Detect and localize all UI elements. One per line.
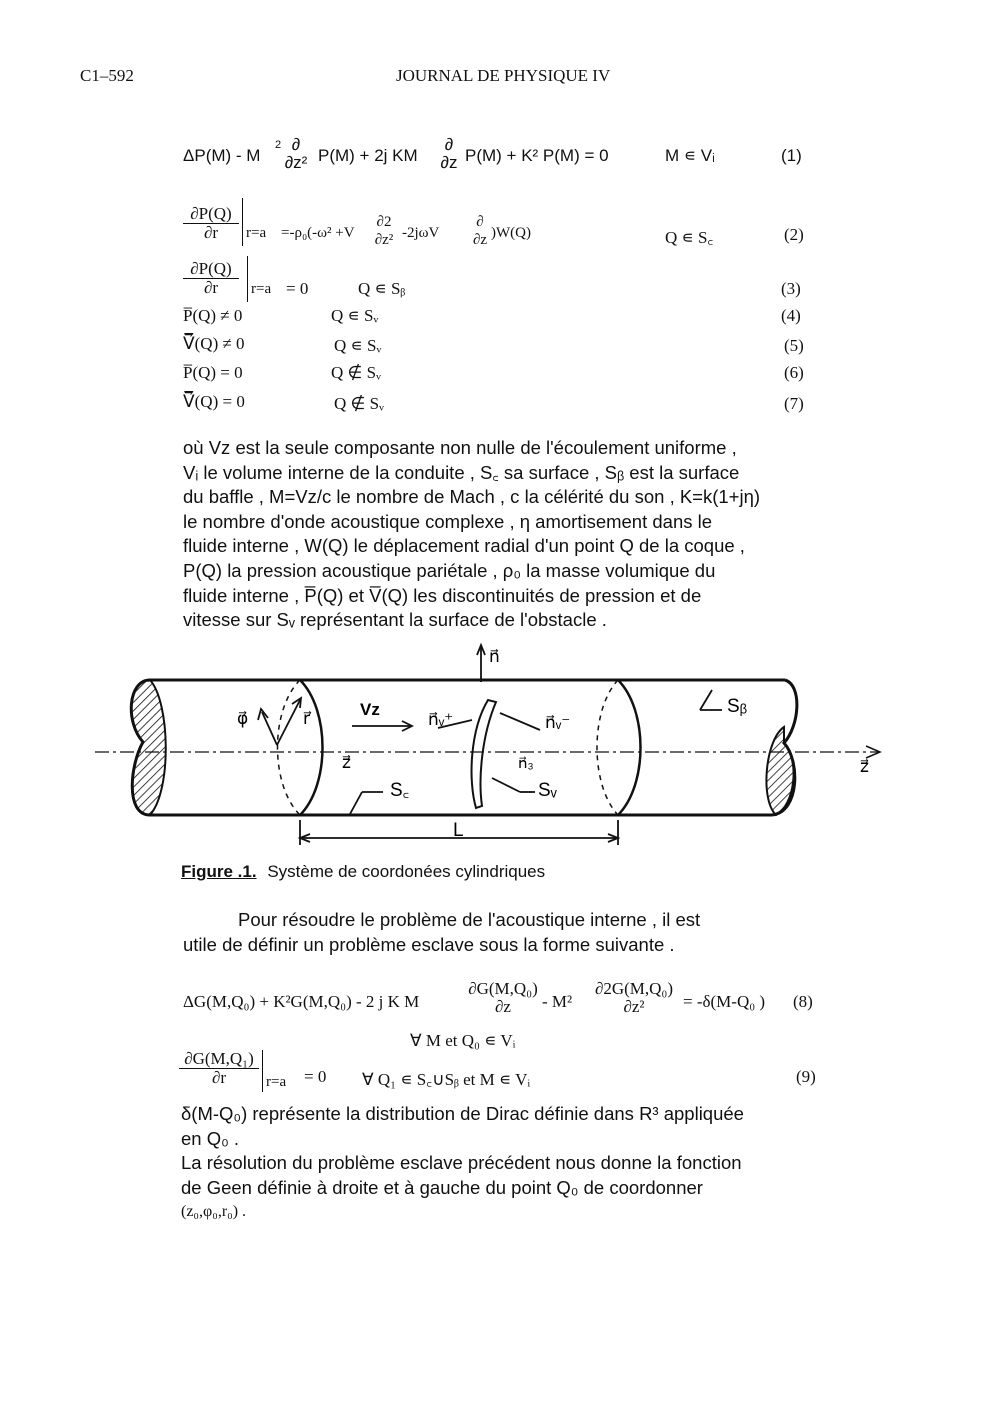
paragraph-line: P(Q) la pression acoustique pariétale , ρ₀ la masse volumique du <box>183 559 716 581</box>
eq4-number: (4) <box>781 306 801 325</box>
phi-vector <box>262 712 277 745</box>
label-z-outer: z⃗ <box>860 757 869 776</box>
eq3-frac-num: ∂P(Q) <box>190 259 232 278</box>
paragraph-line: de Geen définie à droite et à gauche du point Q₀ de coordonner <box>181 1176 703 1198</box>
eq1-number: (1) <box>781 146 802 165</box>
eq8-frac1-num: ∂G(M,Q₀) <box>468 979 538 998</box>
eq6-number: (6) <box>784 363 804 382</box>
label-sc: S꜀ <box>390 780 410 801</box>
eq8-rhs: = -δ(M-Q₀ ) <box>683 992 766 1011</box>
eq1-frac2-den: ∂z <box>440 153 458 172</box>
paragraph-line: Vᵢ le volume interne de la conduite , S꜀ sa surface , Sᵦ est la surface <box>183 461 740 483</box>
r-vector <box>277 700 300 745</box>
eq8-condition: ∀ M et Q₀ ∊ Vᵢ <box>410 1031 516 1050</box>
paragraph-intro-slave <box>183 908 700 957</box>
label-vz: Vz <box>360 700 380 719</box>
eq8-frac2-den: ∂z² <box>623 997 645 1016</box>
eq3-frac-den: ∂r <box>183 278 239 297</box>
eq8-number: (8) <box>793 992 813 1011</box>
right-section-front <box>618 680 641 815</box>
eq9-condition: ∀ Q₁ ∊ S꜀∪Sᵦ et M ∊ Vᵢ <box>362 1070 531 1089</box>
paragraph-line: du baffle , M=Vz/c le nombre de Mach , c la célérité du son , K=k(1+jη) <box>183 486 761 508</box>
label-r: r⃗ <box>303 709 310 728</box>
sc-leader <box>350 792 362 814</box>
right-section-back <box>597 680 618 815</box>
label-sb: Sᵦ <box>727 696 747 717</box>
eq1-lhs: ΔP(M) - M <box>183 146 261 165</box>
paragraph-line: fluide interne , W(Q) le déplacement radial d'un point Q de la coque , <box>183 535 745 557</box>
eq7-lhs: V⃗̅(Q) = 0 <box>183 392 245 411</box>
eq1-mid: P(M) + 2j KM <box>318 146 418 165</box>
eq1-domain: M ∊ Vᵢ <box>665 146 715 165</box>
eq2-frac-a-num: ∂2 <box>376 214 392 230</box>
label-n3: n⃗₃ <box>518 755 534 772</box>
label-z-inner: z⃗ <box>342 753 351 772</box>
eq8-frac2-num: ∂2G(M,Q₀) <box>594 979 674 998</box>
paragraph-line: vitesse sur Sᵥ représentant la surface de l'obstacle . <box>183 609 607 631</box>
eq2-frac-num: ∂P(Q) <box>190 204 232 223</box>
eq2-frac <box>183 205 239 242</box>
eq3-sub: r=a <box>251 281 272 297</box>
paragraph-line: utile de définir un problème esclave sous la forme suivante . <box>183 933 675 955</box>
eq2-number: (2) <box>784 225 804 244</box>
figure-caption-text: Système de coordonées cylindriques <box>267 862 546 881</box>
eq7-number: (7) <box>784 394 804 413</box>
eq8-mid: - M² <box>542 992 573 1011</box>
left-baffle-section <box>131 680 165 815</box>
eq2-frac-den: ∂r <box>183 223 239 242</box>
eq9-rhs: = 0 <box>304 1067 327 1086</box>
figure-caption <box>181 862 545 882</box>
label-nv-minus: n⃗ᵥ⁻ <box>545 713 571 732</box>
eq2-frac-a <box>367 213 401 249</box>
paragraph-line: où Vz est la seule composante non nulle de l'écoulement uniforme , <box>183 437 737 458</box>
eq2-rhs3: )W(Q) <box>491 225 531 241</box>
cylinder-figure <box>0 640 986 855</box>
eq1-frac1-num: ∂ <box>291 135 301 154</box>
label-nv-plus: n⃗ᵥ⁺ <box>428 710 454 729</box>
eq2-frac-b <box>470 213 490 249</box>
obstacle-surface <box>472 700 496 808</box>
eq3-eval-bar <box>247 256 248 302</box>
label-sv: Sᵥ <box>538 780 557 801</box>
pipe-outline <box>131 680 797 815</box>
eq5-number: (5) <box>784 336 804 355</box>
eq1-frac1-den: ∂z² <box>284 153 308 172</box>
eq2-rhs: =-ρ₀(-ω² +V <box>281 225 355 241</box>
eq2-frac-b-den: ∂z <box>472 232 488 248</box>
paragraph-line: en Q₀ . <box>181 1127 240 1149</box>
eq7-domain: Q ∉ Sᵥ <box>334 394 385 413</box>
eq6-lhs: P̅(Q) = 0 <box>183 363 243 382</box>
paragraph-line: (z₀,φ₀,r₀) . <box>181 1203 247 1221</box>
eq9-eval-bar <box>262 1050 263 1092</box>
paragraph-line: fluide interne , P̅(Q) et V̅(Q) les discontinuités de pression et de <box>183 584 702 606</box>
eq5-domain: Q ∊ Sᵥ <box>334 336 382 355</box>
eq2-sub: r=a <box>246 225 267 241</box>
eq6-domain: Q ∉ Sᵥ <box>331 363 382 382</box>
eq1-frac1 <box>281 136 311 172</box>
label-phi: φ⃗ <box>237 709 249 728</box>
figure-caption-label: Figure .1. <box>181 862 257 881</box>
eq8-frac2 <box>588 980 680 1016</box>
eq8-lhs: ΔG(M,Q₀) + K²G(M,Q₀) - 2 j K M <box>183 992 420 1011</box>
paragraph-dirac <box>181 1102 744 1225</box>
eq4-lhs: P̅(Q) ≠ 0 <box>183 306 243 325</box>
eq3-rhs: = 0 <box>286 279 309 298</box>
paragraph-line: le nombre d'onde acoustique complexe , η amortisement dans le <box>183 510 713 532</box>
eq1-frac2-num: ∂ <box>444 135 454 154</box>
left-section-front <box>300 680 323 815</box>
eq9-sub: r=a <box>266 1074 287 1090</box>
eq3-frac <box>183 260 239 297</box>
journal-title: JOURNAL DE PHYSIQUE IV <box>396 66 611 85</box>
eq1-rhs: P(M) + K² P(M) = 0 <box>465 146 609 165</box>
label-L: L <box>453 820 464 841</box>
eq5-lhs: V⃗̅(Q) ≠ 0 <box>183 334 245 353</box>
nv-minus-arrow <box>500 713 540 730</box>
eq8-frac1 <box>466 980 540 1016</box>
eq9-frac <box>179 1050 259 1087</box>
paragraph-definitions <box>183 436 760 633</box>
eq2-frac-b-num: ∂ <box>476 214 484 230</box>
eq1-frac2 <box>438 136 460 172</box>
eq9-number: (9) <box>796 1067 816 1086</box>
label-n: n⃗ <box>489 647 500 666</box>
eq2-domain: Q ∊ S꜀ <box>665 228 714 247</box>
eq2-rhs2: -2jωV <box>402 225 440 241</box>
sb-leader <box>700 690 712 710</box>
sv-leader <box>492 778 520 792</box>
eq3-number: (3) <box>781 279 801 298</box>
eq8-frac1-den: ∂z <box>495 997 511 1016</box>
page-number: C1–592 <box>80 66 134 85</box>
eq2-eval-bar <box>242 198 243 246</box>
eq2-frac-a-den: ∂z² <box>374 232 394 248</box>
paragraph-line: δ(M-Q₀) représente la distribution de Dirac définie dans R³ appliquée <box>181 1103 744 1124</box>
paragraph-line: La résolution du problème esclave précédent nous donne la fonction <box>181 1152 742 1174</box>
eq9-frac-num: ∂G(M,Q₁) <box>184 1049 254 1068</box>
eq3-domain: Q ∊ Sᵦ <box>358 279 406 298</box>
eq4-domain: Q ∊ Sᵥ <box>331 306 379 325</box>
paragraph-line: Pour résoudre le problème de l'acoustique interne , il est <box>238 909 701 930</box>
eq9-frac-den: ∂r <box>179 1068 259 1087</box>
eq1-sup: 2 <box>275 139 282 151</box>
